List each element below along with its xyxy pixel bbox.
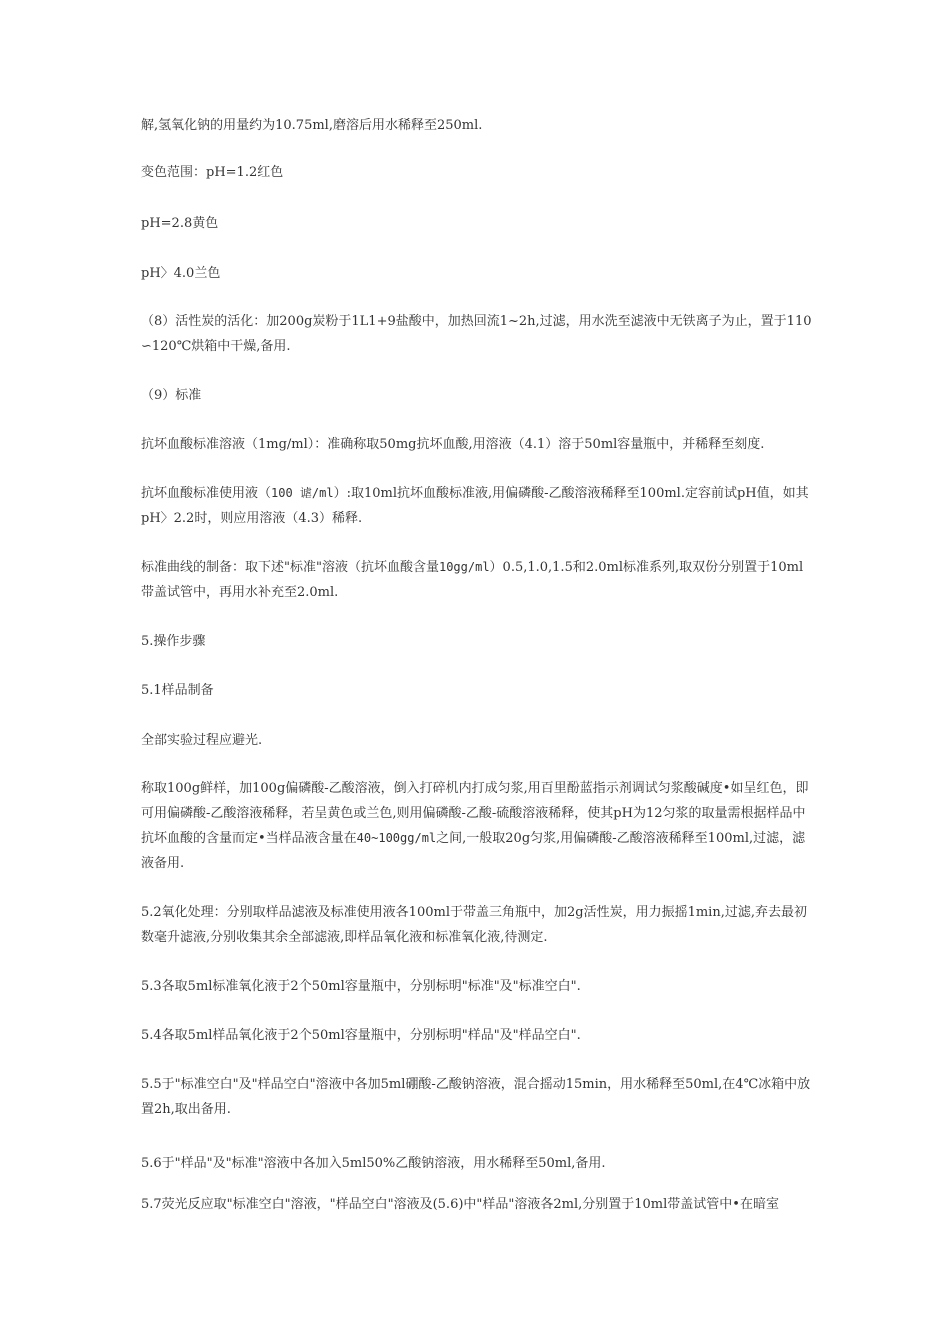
text-segment-mono: 40~100gg/ml [356,831,437,845]
paragraph-activated-carbon: （8）活性炭的活化：加200g炭粉于1L1+9盐酸中，加热回流1~2h,过滤，用水洗至滤液中无铁离子为止，置于110∽120℃烘箱中干燥,备用. [141,314,812,354]
paragraph-4: pH〉4.0兰色 [141,266,221,281]
paragraph-5-5: 5.5于"标准空白"及"样品空白"溶液中各加5ml硼酸-乙酸钠溶液，混合摇动15min，用水稀释至50ml,在4℃冰箱中放置2h,取出备用. [141,1077,811,1117]
paragraph-standard-heading: （9）标准 [141,388,202,403]
section-heading-5-1: 5.1样品制备 [141,683,214,698]
paragraph-1: 解,氢氧化钠的用量约为10.75ml,磨溶后用水稀释至250ml. [141,118,483,133]
paragraph-standard-curve [141,555,813,605]
paragraph-avoid-light: 全部实验过程应避光. [141,733,263,748]
paragraph-standard-solution: 抗坏血酸标准溶液（1mg/ml）：准确称取50mg抗坏血酸,用溶液（4.1）溶于50ml容量瓶中，并稀释至刻度. [141,437,765,452]
text-segment-mono: 100 谑/ml [271,486,334,500]
paragraph-5-7: 5.7荧光反应取"标准空白"溶液，"样品空白"溶液及(5.6)中"样品"溶液各2ml,分别置于10ml带盖试管中•在暗室 [141,1197,779,1212]
paragraph-5-3: 5.3各取5ml标准氧化液于2个50ml容量瓶中，分别标明"标准"及"标准空白". [141,979,581,994]
text-segment: 抗坏血酸标准使用液（ [141,486,272,501]
paragraph-standard-working-solution [141,481,813,531]
paragraph-5-2: 5.2氧化处理：分别取样品滤液及标准使用液各100ml于带盖三角瓶中，加2g活性炭，用力振摇1min,过滤,弃去最初数毫升滤液,分别收集其余全部滤液,即样品氧化液和标准氧化液,待测定. [141,905,807,945]
text-segment: 之间,一般取20g匀浆,用偏磷酸-乙酸溶液稀释至100ml,过滤，滤液备用. [141,831,806,871]
paragraph-5-4: 5.4各取5ml样品氧化液于2个50ml容量瓶中，分别标明"样品"及"样品空白". [141,1028,581,1043]
paragraph-3: pH=2.8黄色 [141,216,219,231]
section-heading-5: 5.操作步骤 [141,634,206,649]
text-segment-mono: 10gg/ml [438,560,490,574]
paragraph-5-6: 5.6于"样品"及"标准"溶液中各加入5ml50%乙酸钠溶液，用水稀释至50ml,备用. [141,1156,606,1171]
text-segment: ）0.5,1.0,1.5和2.0ml标准系列,取双份分别置于10ml带盖试管中，再用水补充至2.0ml. [141,560,804,600]
text-segment: ）:取10ml抗坏血酸标准液,用偏磷酸-乙酸溶液稀释至100ml.定容前试pH值，如其pH〉2.2时，则应用溶液（4.3）稀释. [141,486,809,526]
paragraph-2: 变色范围：pH=1.2红色 [141,165,284,180]
text-segment: 称取100g鲜样，加100g偏磷酸-乙酸溶液，倒入打碎机内打成匀浆,用百里酚蓝指示剂调试匀浆酸碱度•如呈红色，即可用偏磷酸-乙酸溶液稀释，若呈黄色或兰色,则用偏磷酸-乙酸-硫酸溶液稀释，使其pH为12匀浆的取量需根据样品中抗坏血酸的含量而定•当样品液含量在 [141,781,809,846]
paragraph-sample-prep [141,776,813,876]
text-segment: 标准曲线的制备：取下述"标准"溶液（抗坏血酸含量 [141,560,439,575]
